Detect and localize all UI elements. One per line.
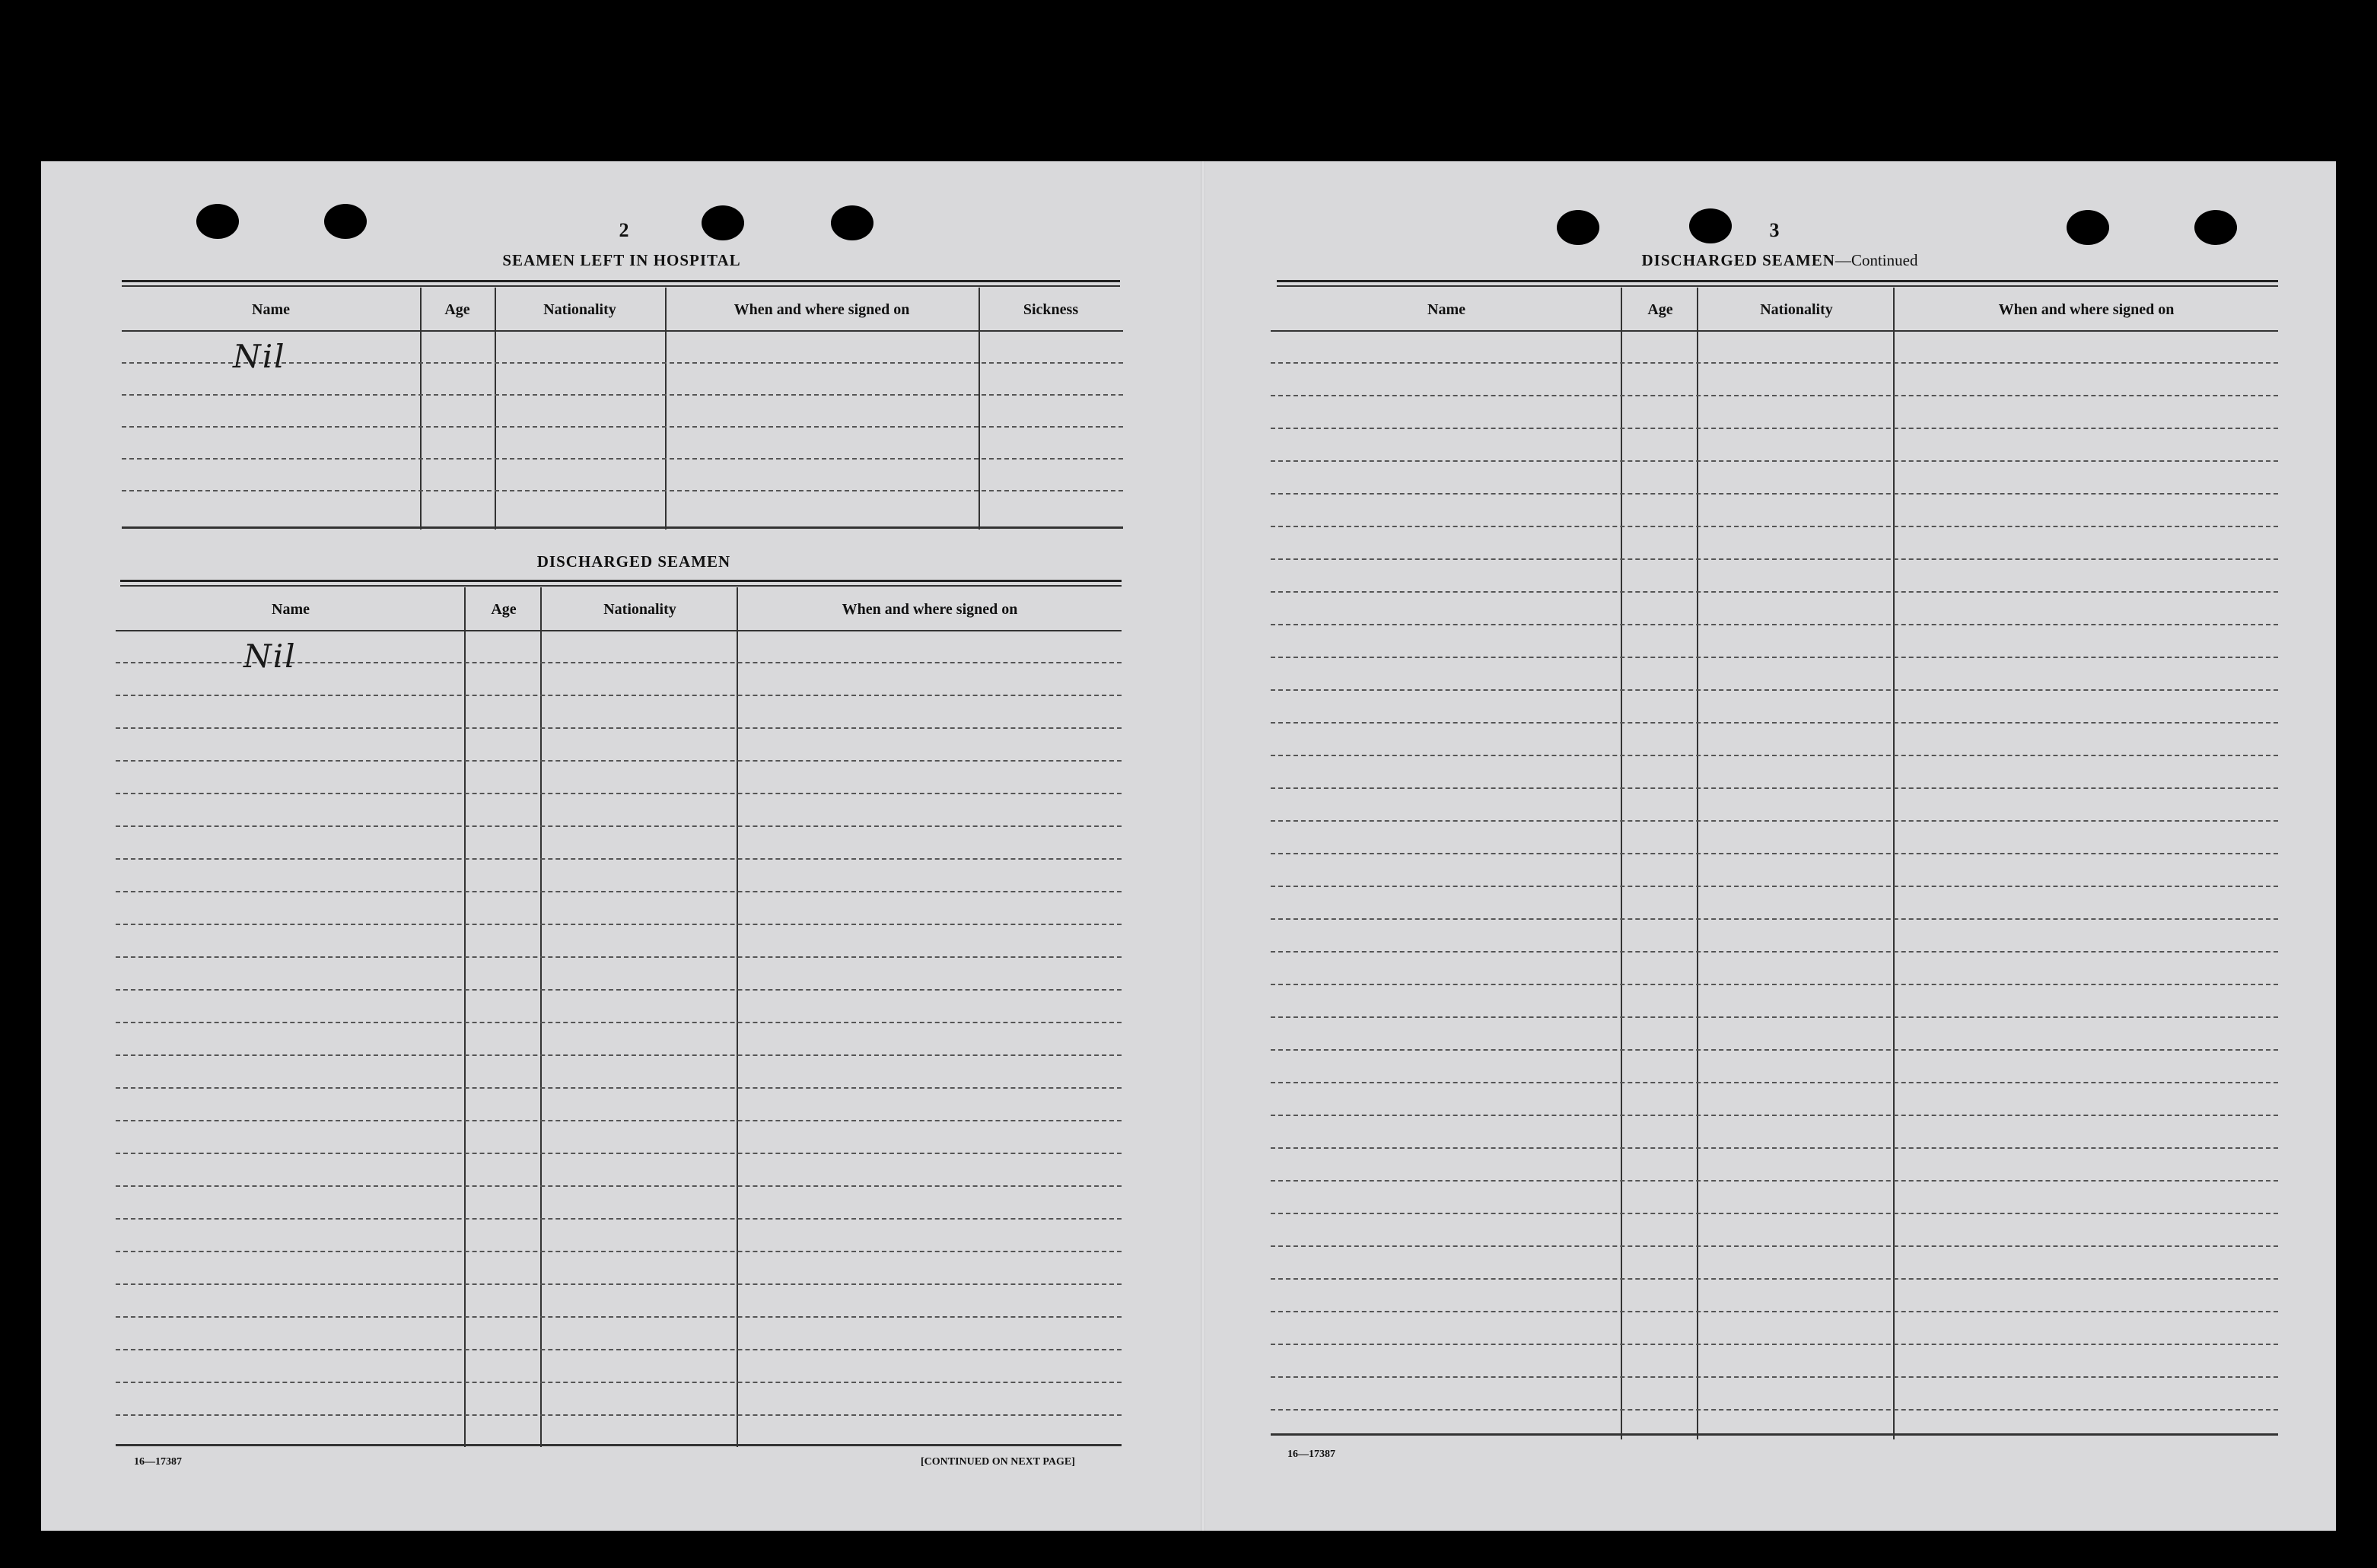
row-line	[1271, 362, 2278, 364]
row-line	[1271, 624, 2278, 625]
column-header-nationality: Nationality	[603, 601, 676, 618]
row-line	[116, 1087, 1122, 1089]
row-line	[1271, 820, 2278, 822]
column-divider	[540, 587, 542, 1447]
hospital-top-rule-2	[122, 285, 1120, 287]
column-divider	[665, 288, 667, 530]
column-header-signed-on: When and where signed on	[1998, 301, 2175, 318]
row-line	[1271, 951, 2278, 953]
form-number: 16—17387	[1287, 1449, 1335, 1460]
row-line	[116, 1218, 1122, 1220]
row-line	[1271, 1278, 2278, 1280]
discharged-table	[116, 587, 1122, 1447]
discharged-top-rule	[120, 580, 1122, 582]
row-line	[1271, 558, 2278, 560]
column-divider	[464, 587, 466, 1447]
column-header-age: Age	[444, 301, 470, 318]
row-line	[1271, 657, 2278, 658]
row-line	[1271, 1311, 2278, 1312]
hospital-top-rule	[122, 280, 1120, 282]
title-main: DISCHARGED SEAMEN	[1641, 251, 1835, 269]
row-line	[1271, 526, 2278, 527]
column-divider	[978, 288, 980, 530]
page-number-left: 2	[619, 219, 629, 241]
row-line	[1271, 1344, 2278, 1345]
row-line	[1271, 755, 2278, 756]
row-line	[116, 760, 1122, 762]
handwritten-entry: Nil	[233, 338, 286, 375]
column-header-signed-on: When and where signed on	[733, 301, 910, 318]
row-line	[1271, 1409, 2278, 1411]
row-line	[1271, 395, 2278, 396]
row-line	[116, 924, 1122, 925]
row-line	[116, 1251, 1122, 1252]
row-line	[116, 891, 1122, 892]
row-line	[116, 1283, 1122, 1285]
table-bottom-rule	[116, 1444, 1122, 1446]
row-line	[1271, 689, 2278, 691]
discharged-continued-title	[1278, 251, 2281, 270]
row-line	[1271, 1049, 2278, 1051]
row-line	[122, 458, 1123, 460]
row-line	[116, 1120, 1122, 1121]
column-divider	[495, 288, 496, 530]
row-line	[1271, 1180, 2278, 1182]
punch-hole	[831, 205, 873, 240]
row-line	[1271, 984, 2278, 985]
row-line	[122, 426, 1123, 428]
discharged-continued-top-rule	[1277, 280, 2278, 282]
row-line	[116, 727, 1122, 729]
row-line	[122, 490, 1123, 491]
form-number: 16—17387	[134, 1456, 182, 1468]
row-line	[1271, 1082, 2278, 1083]
header-underline	[1271, 330, 2278, 332]
row-line	[1271, 722, 2278, 724]
row-line	[116, 1382, 1122, 1383]
column-header-age: Age	[491, 601, 517, 618]
row-line	[1271, 886, 2278, 887]
punch-hole	[1689, 208, 1732, 243]
title-suffix: —Continued	[1834, 251, 1918, 269]
row-line	[1271, 1115, 2278, 1116]
column-header-age: Age	[1647, 301, 1673, 318]
row-line	[116, 825, 1122, 827]
row-line	[122, 394, 1123, 396]
punch-hole	[2067, 210, 2109, 245]
continued-note: [CONTINUED ON NEXT PAGE]	[921, 1456, 1075, 1468]
column-divider	[737, 587, 738, 1447]
discharged-continued-table	[1271, 288, 2278, 1439]
column-header-name: Name	[252, 301, 290, 318]
row-line	[1271, 1213, 2278, 1214]
row-line	[116, 1153, 1122, 1154]
row-line	[1271, 918, 2278, 920]
discharged-top-rule-2	[120, 585, 1122, 587]
punch-hole	[324, 204, 367, 239]
punch-hole	[196, 204, 239, 239]
page-fold	[1201, 161, 1205, 1531]
row-line	[116, 1414, 1122, 1416]
row-line	[1271, 1016, 2278, 1018]
discharged-section-title: DISCHARGED SEAMEN	[536, 552, 731, 571]
row-line	[1271, 1147, 2278, 1149]
punch-hole	[702, 205, 744, 240]
handwritten-entry: Nil	[243, 638, 297, 675]
row-line	[116, 1054, 1122, 1056]
column-header-name: Name	[1427, 301, 1465, 318]
row-line	[116, 989, 1122, 991]
column-header-nationality: Nationality	[1760, 301, 1833, 318]
row-line	[1271, 493, 2278, 495]
row-line	[1271, 853, 2278, 854]
row-line	[116, 695, 1122, 696]
column-header-signed-on: When and where signed on	[842, 601, 1018, 618]
row-line	[1271, 1245, 2278, 1247]
table-bottom-rule	[1271, 1433, 2278, 1436]
column-header-name: Name	[272, 601, 310, 618]
row-line	[116, 1022, 1122, 1023]
hospital-table	[122, 288, 1123, 530]
column-header-nationality: Nationality	[543, 301, 616, 318]
row-line	[1271, 460, 2278, 462]
row-line	[116, 858, 1122, 860]
row-line	[116, 1316, 1122, 1318]
column-header-sickness: Sickness	[1023, 301, 1079, 318]
punch-hole	[1557, 210, 1599, 245]
row-line	[1271, 428, 2278, 429]
page-number-right: 3	[1769, 219, 1780, 241]
header-underline	[116, 630, 1122, 631]
row-line	[116, 1185, 1122, 1187]
table-bottom-rule	[122, 526, 1123, 529]
row-line	[1271, 591, 2278, 593]
row-line	[116, 793, 1122, 794]
header-underline	[122, 330, 1123, 332]
row-line	[116, 956, 1122, 958]
punch-hole	[2194, 210, 2237, 245]
row-line	[116, 1349, 1122, 1350]
discharged-continued-top-rule-2	[1277, 285, 2278, 287]
row-line	[1271, 1376, 2278, 1378]
column-divider	[420, 288, 422, 530]
hospital-section-title: SEAMEN LEFT IN HOSPITAL	[502, 251, 741, 269]
row-line	[1271, 787, 2278, 789]
